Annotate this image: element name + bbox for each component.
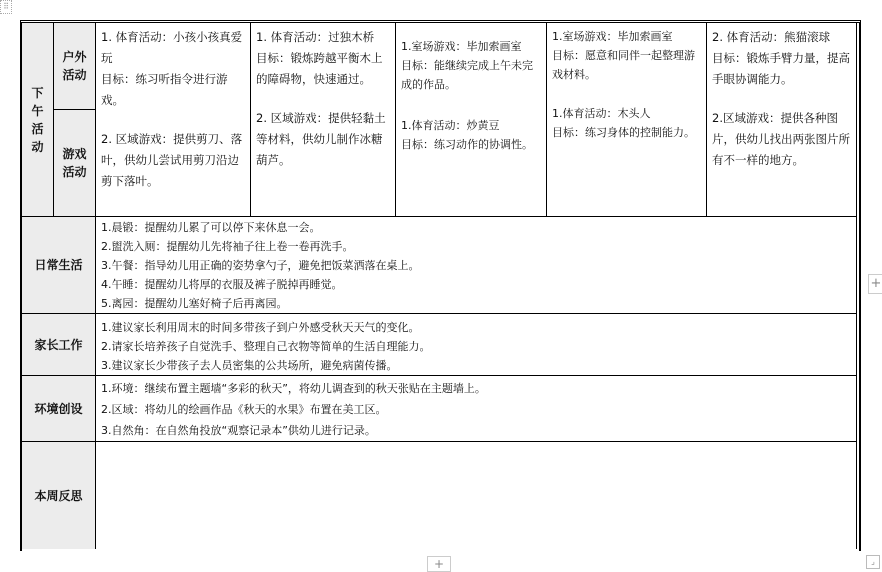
- day-3-outdoor-goal: 目标：能继续完成上午未完成的作品。: [401, 59, 533, 91]
- environment-content-cell[interactable]: [96, 376, 857, 442]
- day-3-game-title: 1.体育活动：炒黄豆: [401, 119, 500, 132]
- daily-life-label: 日常生活: [34, 258, 83, 272]
- environment-label-cell: [22, 376, 96, 442]
- day-3-game-goal: 目标：练习动作的协调性。: [401, 138, 533, 151]
- day-5-game-text: 2.区域游戏：提供各种图片，供幼儿找出两张图片所有不一样的地方。: [712, 111, 850, 167]
- day-3-cell[interactable]: [396, 23, 547, 217]
- add-column-button[interactable]: +: [868, 274, 882, 294]
- daily-life-item: 5.离园：提醒幼儿塞好椅子后再离园。: [101, 297, 288, 310]
- afternoon-label: 下午活动: [31, 85, 44, 154]
- family-work-label: 家长工作: [34, 337, 83, 352]
- daily-life-item: 1.晨锻：提醒幼儿累了可以停下来休息一会。: [101, 221, 321, 234]
- day-2-cell[interactable]: [251, 23, 396, 217]
- reflection-label: 本周反思: [34, 488, 83, 503]
- family-work-item: 3.建议家长少带孩子去人员密集的公共场所，避免病菌传播。: [101, 359, 398, 372]
- table-grid: [22, 23, 857, 549]
- family-work-label-cell: [22, 314, 96, 376]
- game-label: 游戏活动: [62, 147, 87, 179]
- family-work-content-cell[interactable]: [96, 314, 857, 376]
- daily-life-label-cell: [22, 217, 96, 314]
- day-4-outdoor-title: 1.室场游戏：毕加索画室: [552, 30, 673, 43]
- daily-life-item: 3.午餐：指导幼儿用正确的姿势拿勺子，避免把饭菜洒落在桌上。: [101, 259, 420, 272]
- table-resize-handle[interactable]: ⌟: [866, 555, 880, 569]
- day-2-outdoor-title: 1. 体育活动：过独木桥: [256, 30, 375, 44]
- environment-item: 2.区域：将幼儿的绘画作品《秋天的水果》布置在美工区。: [101, 403, 387, 416]
- daily-life-content-cell[interactable]: [96, 217, 857, 314]
- add-row-button[interactable]: +: [427, 556, 451, 572]
- day-1-cell[interactable]: [96, 23, 251, 217]
- daily-life-item: 4.午睡：提醒幼儿将厚的衣服及裤子脱掉再睡觉。: [101, 278, 343, 291]
- environment-label: 环境创设: [34, 401, 83, 416]
- reflection-content-cell[interactable]: [96, 442, 857, 549]
- environment-item: 1.环境：继续布置主题墙“多彩的秋天”，将幼儿调查到的秋天张贴在主题墙上。: [101, 382, 486, 395]
- day-2-outdoor-goal: 目标：锻炼跨越平衡木上的障碍物，快速通过。: [256, 51, 383, 86]
- day-2-game-text: 2. 区域游戏：提供轻黏土等材料，供幼儿制作冰糖葫芦。: [256, 111, 386, 167]
- day-4-outdoor-goal: 目标：愿意和同伴一起整理游戏材料。: [552, 49, 695, 81]
- family-work-item: 2.请家长培养孩子自觉洗手、整理自己衣物等简单的生活自理能力。: [101, 340, 431, 353]
- table-move-handle[interactable]: ⠿: [0, 0, 12, 14]
- day-3-outdoor-title: 1.室场游戏：毕加索画室: [401, 40, 522, 53]
- afternoon-label-cell: [22, 23, 54, 217]
- outdoor-label-cell: [54, 23, 96, 110]
- environment-item: 3.自然角：在自然角投放“观察记录本”供幼儿进行记录。: [101, 424, 376, 437]
- daily-life-item: 2.盥洗入厕：提醒幼儿先将袖子往上卷一卷再洗手。: [101, 240, 354, 253]
- day-4-cell[interactable]: [547, 23, 707, 217]
- weekly-plan-table: [20, 20, 861, 551]
- day-5-cell[interactable]: [707, 23, 857, 217]
- outdoor-label: 户外活动: [62, 50, 87, 82]
- day-1-game-text: 2. 区域游戏：提供剪刀、落叶，供幼儿尝试用剪刀沿边剪下落叶。: [101, 132, 243, 188]
- game-label-cell: [54, 110, 96, 217]
- family-work-item: 1.建议家长利用周末的时间多带孩子到户外感受秋天天气的变化。: [101, 321, 420, 334]
- reflection-label-cell: [22, 442, 96, 549]
- day-4-game-title: 1.体育活动：木头人: [552, 107, 651, 120]
- day-5-outdoor-title: 2. 体育活动：熊猫滚球: [712, 30, 831, 44]
- day-5-outdoor-goal: 目标：锻炼手臂力量，提高手眼协调能力。: [712, 51, 850, 86]
- day-4-game-goal: 目标：练习身体的控制能力。: [552, 126, 695, 139]
- day-1-outdoor-goal: 目标：练习听指令进行游戏。: [101, 72, 228, 107]
- day-1-outdoor-title: 1. 体育活动：小孩小孩真爱玩: [101, 30, 243, 65]
